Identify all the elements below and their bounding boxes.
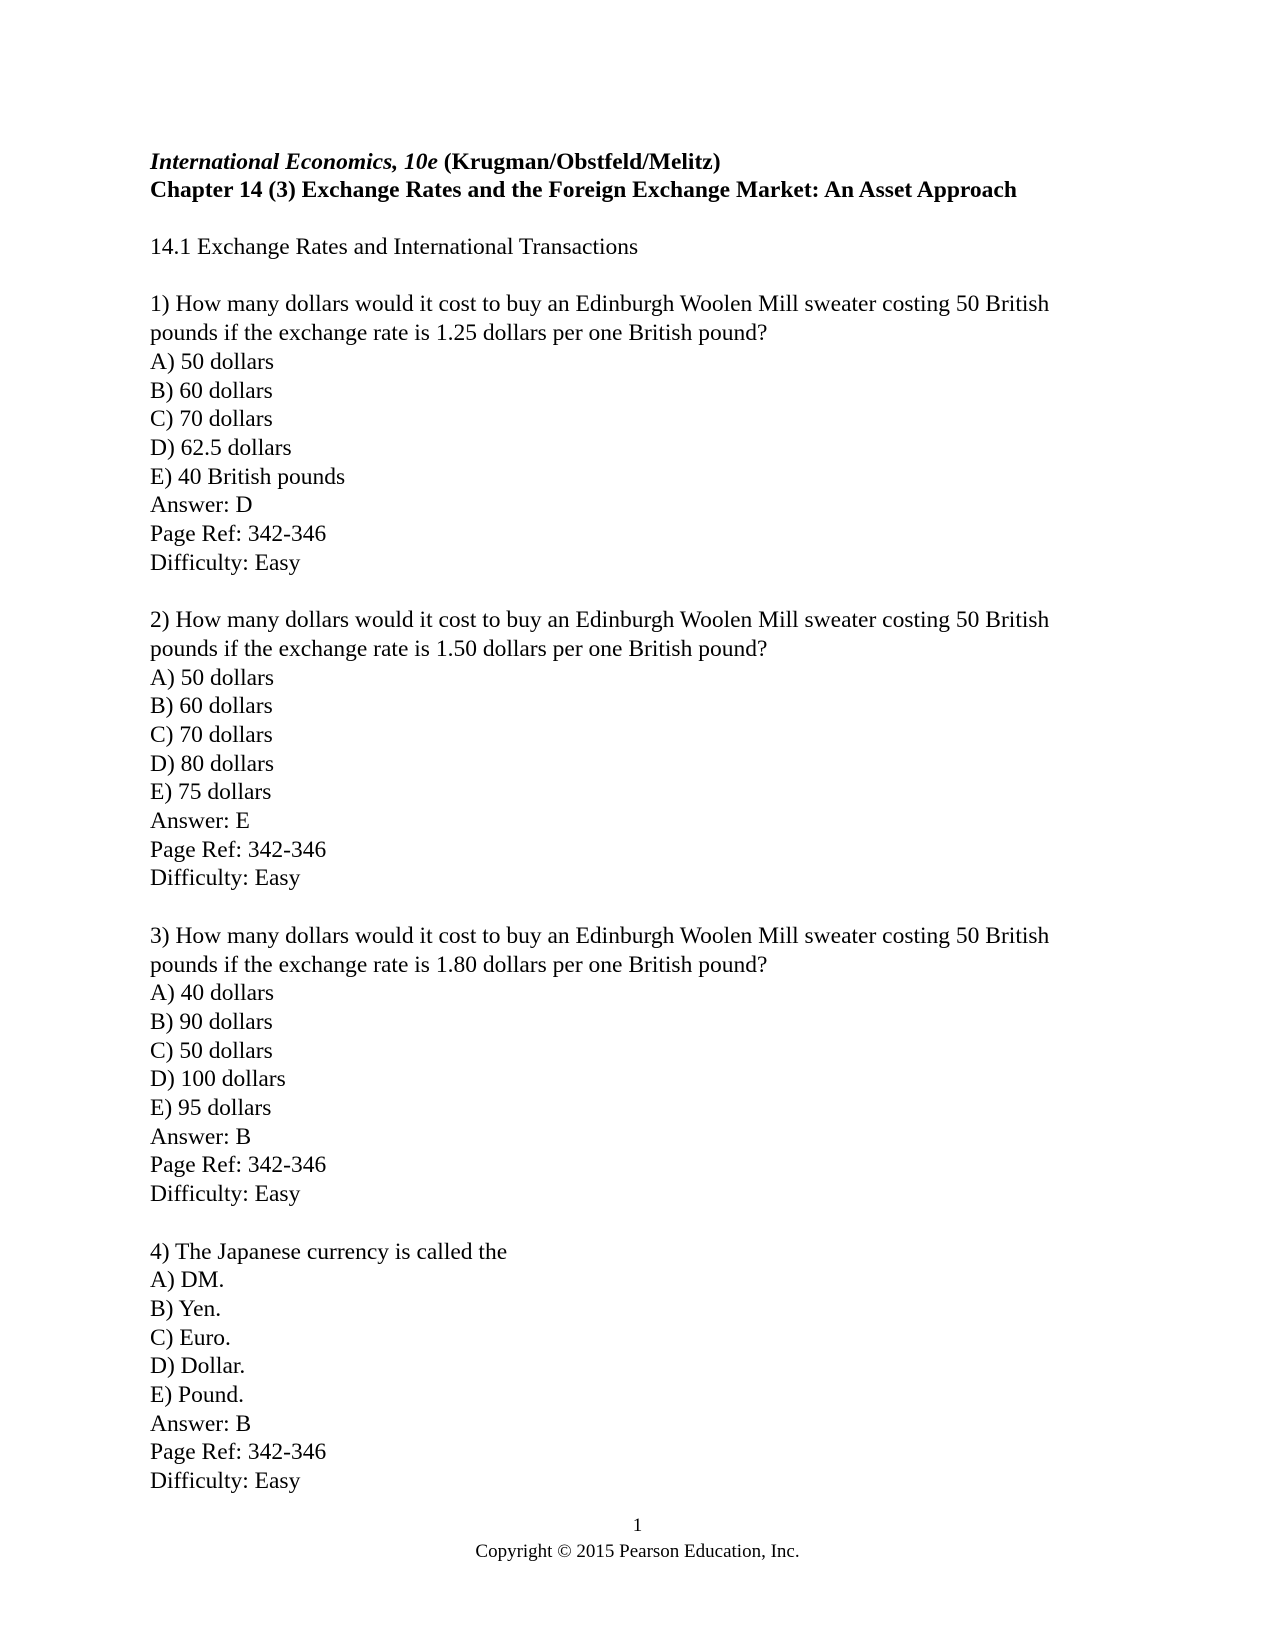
answer-option: C) 50 dollars [150,1037,273,1064]
book-authors: (Krugman/Obstfeld/Melitz) [437,149,721,175]
question-3 [150,922,1130,1209]
section-heading: 14.1 Exchange Rates and International Transactions [150,234,639,260]
answer-option: C) Euro. [150,1324,231,1351]
book-title-line [150,148,1130,176]
difficulty: Difficulty: Easy [150,549,301,576]
answer-option: E) 75 dollars [150,779,272,806]
answer-option: A) 50 dollars [150,348,275,375]
question-stem: 3) How many dollars would it cost to buy an Edinburgh Woolen Mill sweater costing 50 British [150,922,1050,949]
correct-answer: Answer: B [150,1410,252,1437]
answer-option: C) 70 dollars [150,406,273,433]
correct-answer: Answer: E [150,808,250,835]
correct-answer: Answer: D [150,492,253,519]
book-title: International Economics, 10e [150,149,438,175]
correct-answer: Answer: B [150,1123,252,1150]
answer-option: A) 40 dollars [150,980,275,1007]
answer-option: D) 80 dollars [150,750,275,777]
copyright-notice: Copyright © 2015 Pearson Education, Inc. [475,1541,800,1562]
difficulty: Difficulty: Easy [150,1181,301,1208]
question-4 [150,1238,1130,1496]
answer-option: D) Dollar. [150,1353,246,1380]
answer-option: A) DM. [150,1267,225,1294]
page-ref: Page Ref: 342-346 [150,521,327,548]
page-ref: Page Ref: 342-346 [150,1152,327,1179]
question-stem: pounds if the exchange rate is 1.50 dollars per one British pound? [150,635,768,662]
difficulty: Difficulty: Easy [150,865,301,892]
answer-option: B) Yen. [150,1295,222,1322]
question-stem: pounds if the exchange rate is 1.80 dollars per one British pound? [150,951,768,978]
answer-option: A) 50 dollars [150,664,275,691]
question-stem: 2) How many dollars would it cost to buy an Edinburgh Woolen Mill sweater costing 50 British [150,607,1050,634]
answer-option: E) 95 dollars [150,1095,272,1122]
question-stem: 1) How many dollars would it cost to buy an Edinburgh Woolen Mill sweater costing 50 British [150,291,1050,318]
chapter-title: Chapter 14 (3) Exchange Rates and the Foreign Exchange Market: An Asset Approach [150,177,1017,203]
answer-option: D) 62.5 dollars [150,434,292,461]
page-ref: Page Ref: 342-346 [150,1439,327,1466]
question-2 [150,606,1130,893]
question-1 [150,290,1130,577]
answer-option: E) 40 British pounds [150,463,346,490]
answer-option: C) 70 dollars [150,721,273,748]
question-stem: 4) The Japanese currency is called the [150,1238,508,1265]
page-number: 1 [632,1515,643,1536]
question-stem: pounds if the exchange rate is 1.25 dollars per one British pound? [150,320,768,347]
answer-option: B) 90 dollars [150,1008,273,1035]
difficulty: Difficulty: Easy [150,1468,301,1495]
document-page [150,148,1130,1496]
answer-option: E) Pound. [150,1382,244,1409]
page-ref: Page Ref: 342-346 [150,836,327,863]
answer-option: B) 60 dollars [150,693,273,720]
answer-option: B) 60 dollars [150,377,273,404]
answer-option: D) 100 dollars [150,1066,286,1093]
